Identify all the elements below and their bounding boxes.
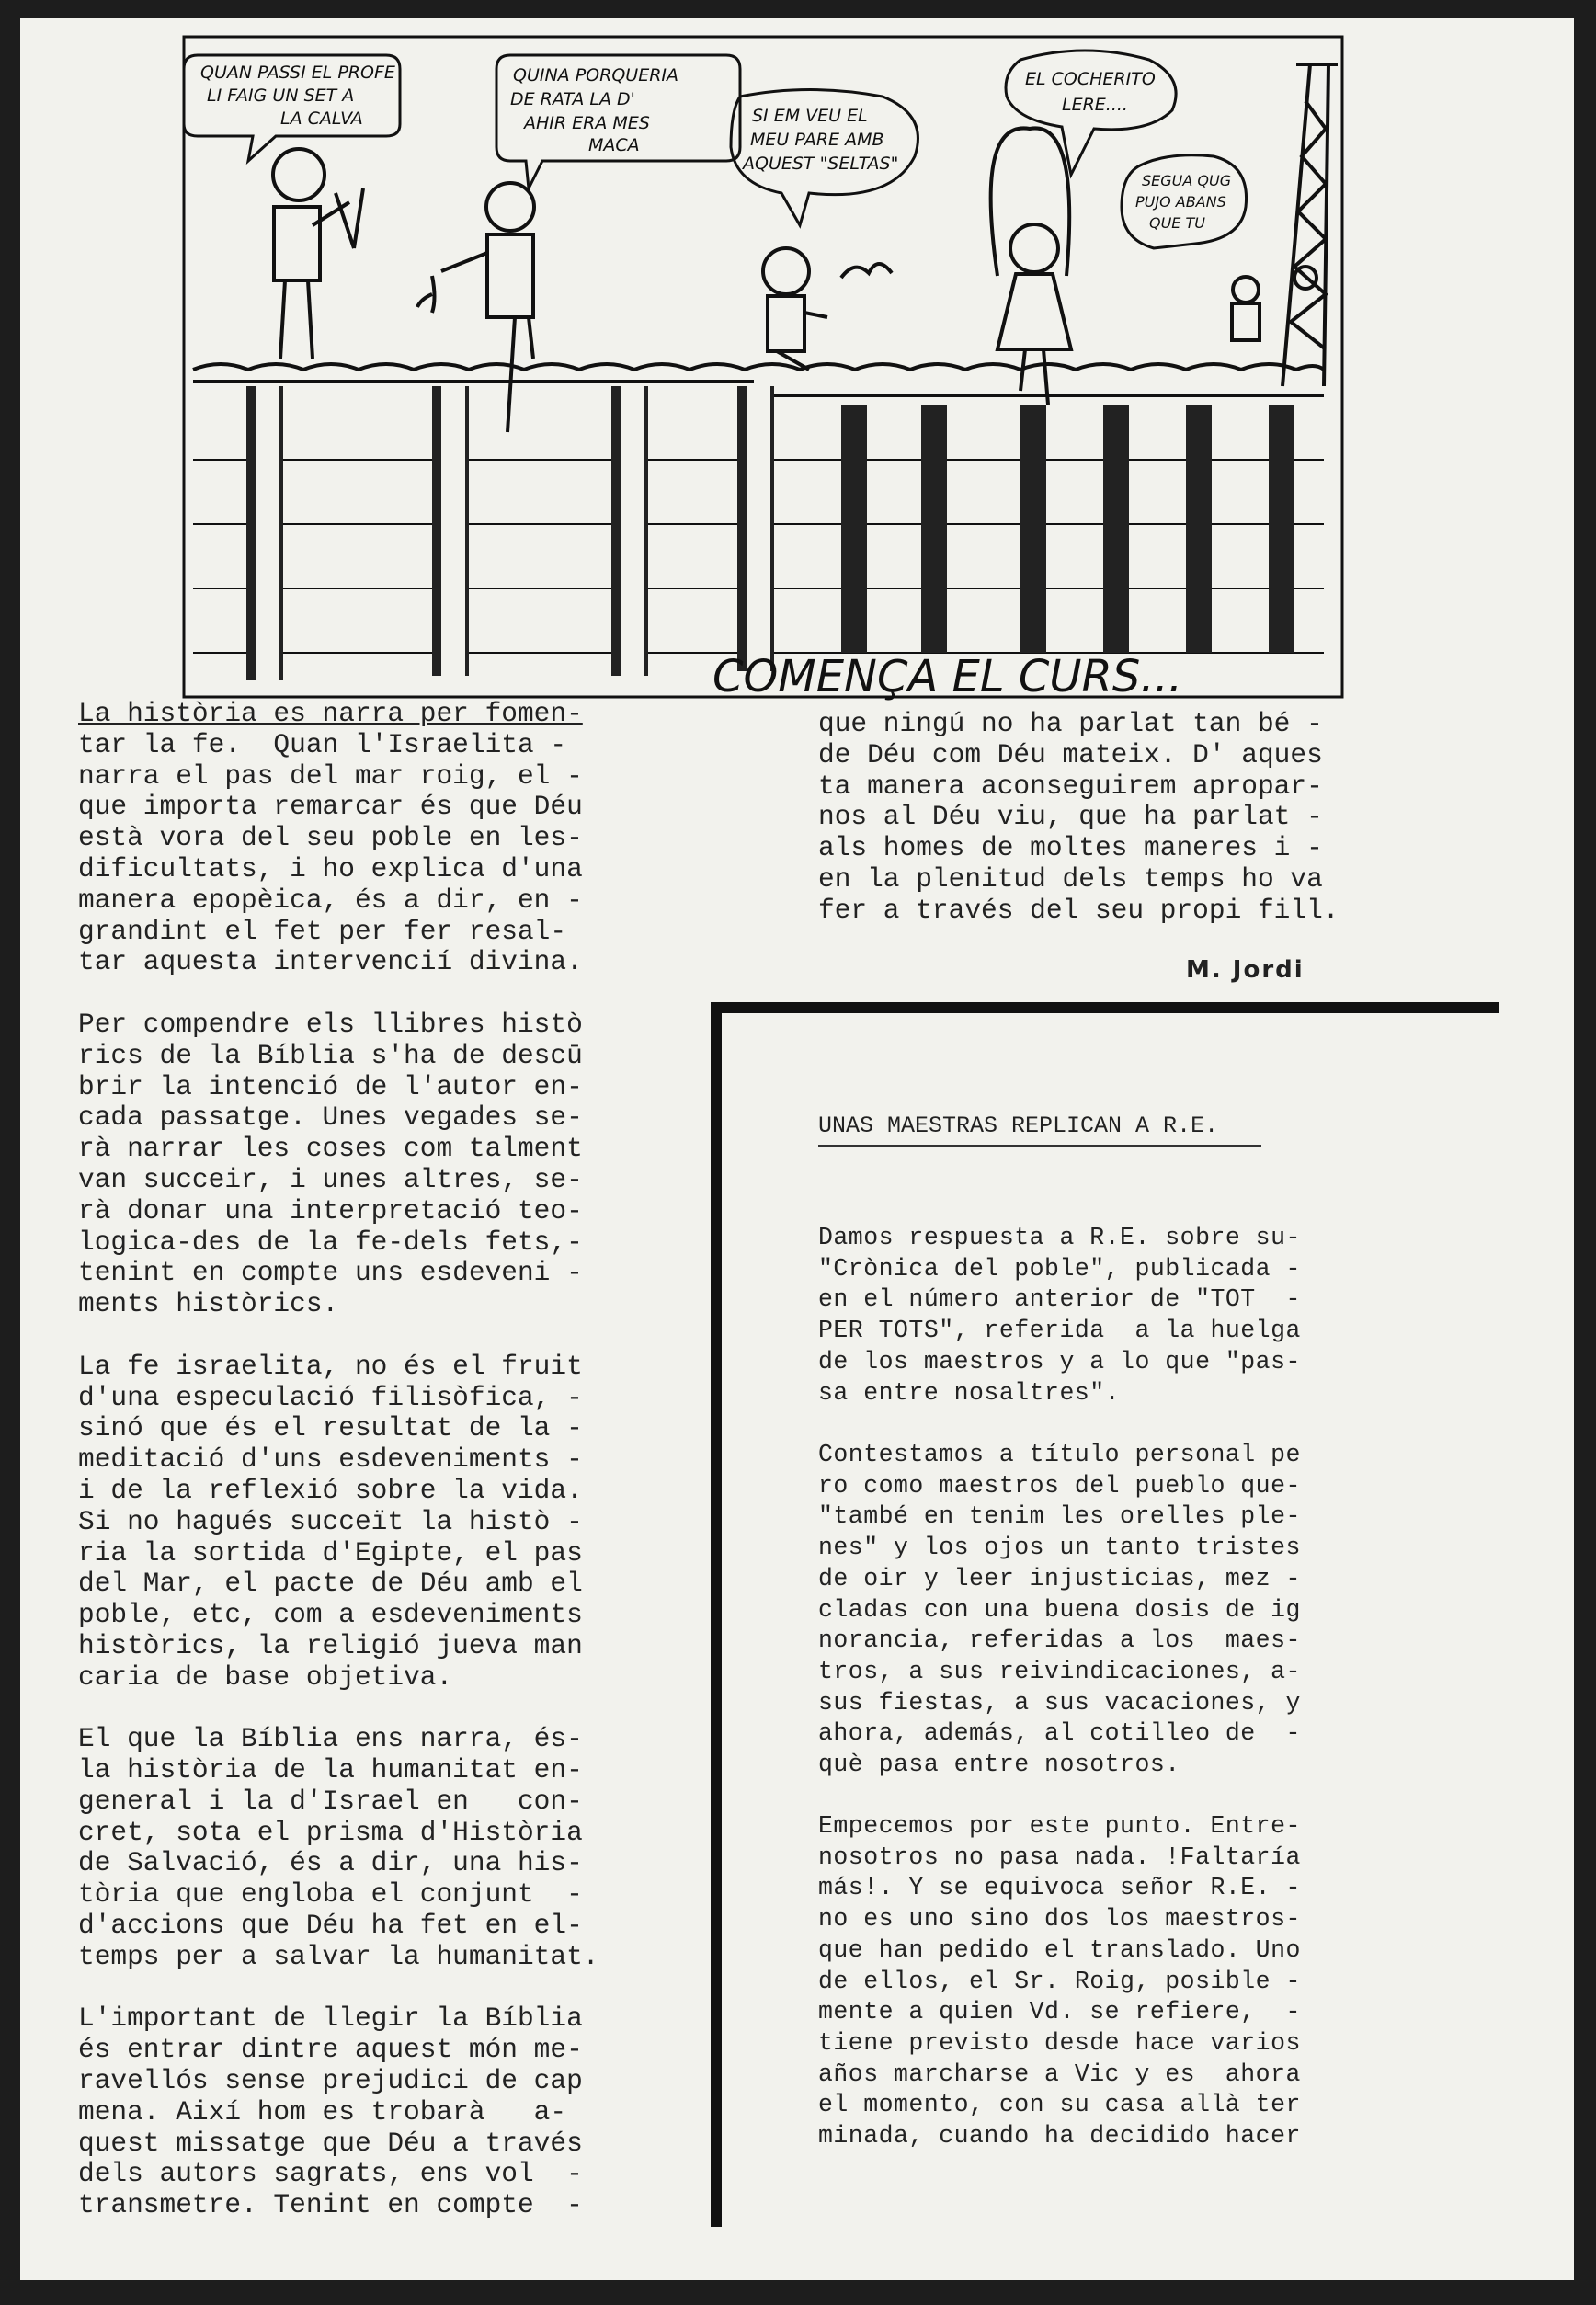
text-line: "també en tenim les orelles ple- (818, 1502, 1301, 1531)
text-line: más!. Y se equivoca señor R.E. - (818, 1874, 1301, 1902)
author-signature: M. Jordi (1186, 956, 1305, 984)
bubble-5-line-2: PUJO ABANS (1135, 193, 1226, 211)
text-line: Per compendre els llibres histò (78, 1008, 583, 1040)
text-line: general i la d'Israel en con- (78, 1785, 583, 1817)
text-line: històrics, la religió jueva man (78, 1629, 583, 1661)
article-box-top-border (711, 1002, 1499, 1013)
article-heading-underline (818, 1145, 1261, 1147)
text-line: en la plenitud dels temps ho va (818, 862, 1323, 895)
cartoon-illustration (165, 28, 1361, 726)
text-line: d'accions que Déu ha fet en el- (78, 1910, 583, 1942)
text-line: en el número anterior de "TOT - (818, 1285, 1301, 1314)
text-line: logica-des de la fe-dels fets,- (78, 1226, 583, 1258)
text-line: brir la intenció de l'autor en- (78, 1070, 583, 1102)
text-line: rà donar una interpretació teo- (78, 1194, 583, 1227)
text-line: nosotros no pasa nada. !Faltaría (818, 1843, 1301, 1871)
bubble-3-line-3: AQUEST "SELTAS" (743, 154, 899, 174)
bubble-4-line-1: EL COCHERITO (1025, 69, 1156, 89)
text-line: años marcharse a Vic y es ahora (818, 2060, 1301, 2088)
text-line: tar aquesta intervencií divina. (78, 946, 583, 978)
left-paragraph-1 (78, 699, 599, 978)
text-line: fer a través del seu propi fill. (818, 894, 1340, 926)
text-line: ravellós sense prejudici de cap (78, 2065, 583, 2097)
text-line: narra el pas del mar roig, el - (78, 759, 583, 792)
text-line: Damos respuesta a R.E. sobre su- (818, 1224, 1301, 1251)
text-line: tenint en compte uns esdeveni - (78, 1257, 583, 1289)
bubble-4-line-2: LERE.... (1062, 95, 1128, 115)
bubble-2-line-1: QUINA PORQUERIA (513, 65, 678, 86)
text-line: de los maestros y a lo que "pas- (818, 1347, 1301, 1375)
article-paragraph-3 (818, 1811, 1301, 2152)
text-line: que han pedido el translado. Uno (818, 1935, 1301, 1964)
left-paragraph-3 (78, 1352, 599, 1694)
article-heading: UNAS MAESTRAS REPLICAN A R.E. (818, 1113, 1219, 1139)
text-line: tros, a sus reivindicaciones, a- (818, 1657, 1301, 1685)
text-line: als homes de moltes maneres i - (818, 832, 1323, 864)
bubble-5-line-3: QUE TU (1149, 214, 1205, 232)
bubble-1-line-3: LA CALVA (280, 108, 363, 129)
left-paragraph-2 (78, 1010, 599, 1320)
article-paragraph-2 (818, 1440, 1301, 1781)
text-line: d'una especulació filisòfica, - (78, 1381, 583, 1413)
text-line: sus fiestas, a sus vacaciones, y (818, 1688, 1301, 1717)
text-line: PER TOTS", referida a la huelga (818, 1317, 1301, 1345)
text-line: La fe israelita, no és el fruit (78, 1350, 583, 1382)
bubble-2-line-4: MACA (588, 135, 640, 155)
text-line: El que la Bíblia ens narra, és- (78, 1723, 583, 1755)
text-line: no es uno sino dos los maestros- (818, 1905, 1301, 1934)
text-line: ta manera aconseguirem apropar- (818, 770, 1323, 802)
text-line: quest missatge que Déu a través (78, 2127, 583, 2159)
left-paragraph-5 (78, 2003, 599, 2221)
text-line: Si no hagués succeït la histò - (78, 1505, 583, 1537)
text-line: "Crònica del poble", publicada - (818, 1254, 1301, 1283)
text-line: sinó que és el resultat de la - (78, 1412, 583, 1444)
text-line: poble, etc, com a esdeveniments (78, 1599, 583, 1631)
text-line: Contestamos a título personal pe (818, 1441, 1301, 1468)
text-line: ahora, además, al cotilleo de - (818, 1719, 1301, 1748)
bubble-1-line-2: LI FAIG UN SET A (207, 86, 355, 106)
text-line: la història de la humanitat en- (78, 1754, 583, 1786)
text-line: mente a quien Vd. se refiere, - (818, 1998, 1301, 2026)
text-line: van succeir, i unes altres, se- (78, 1163, 583, 1195)
text-line: mena. Així hom es trobarà a- (78, 2095, 567, 2128)
text-line: i de la reflexió sobre la vida. (78, 1474, 583, 1506)
text-line: manera epopèica, és a dir, en - (78, 884, 583, 916)
text-line: de oir y leer injusticias, mez - (818, 1564, 1301, 1592)
text-line: dificultats, i ho explica d'una (78, 852, 583, 884)
bubble-5-line-1: SEGUA QUG (1142, 172, 1232, 189)
bubble-3-line-1: SI EM VEU EL (752, 106, 868, 126)
text-line: ro como maestros del pueblo que- (818, 1471, 1301, 1500)
text-line: Empecemos por este punto. Entre- (818, 1812, 1301, 1840)
text-line: rà narrar les coses com talment (78, 1133, 583, 1165)
text-line: està vora del seu poble en les- (78, 822, 583, 854)
bubble-2-line-3: AHIR ERA MES (524, 113, 650, 133)
text-line: norancia, referidas a los maes- (818, 1626, 1301, 1655)
text-line: meditació d'uns esdeveniments - (78, 1443, 583, 1476)
text-line: què pasa entre nosotros. (818, 1751, 1180, 1779)
text-line: és entrar dintre aquest món me- (78, 2034, 583, 2066)
text-line: tar la fe. Quan l'Israelita - (78, 728, 567, 760)
bubble-3-line-2: MEU PARE AMB (750, 130, 884, 150)
text-line: rics de la Bíblia s'ha de descū (78, 1039, 583, 1071)
text-line: de Déu com Déu mateix. D' aques (818, 738, 1323, 770)
text-line: ria la sortida d'Egipte, el pas (78, 1536, 583, 1569)
article-paragraph-1 (818, 1223, 1301, 1409)
text-line: que importa remarcar és que Déu (78, 791, 583, 823)
bubble-2-line-2: DE RATA LA D' (510, 89, 635, 109)
left-column-article (78, 699, 599, 2253)
text-line: L'important de llegir la Bíblia (78, 2003, 583, 2035)
text-line: de Salvació, és a dir, una his- (78, 1847, 583, 1879)
text-line: grandint el fet per fer resal- (78, 915, 567, 947)
text-line: cada passatge. Unes vegades se- (78, 1101, 583, 1134)
text-line: cladas con una buena dosis de ig (818, 1595, 1301, 1624)
text-line: de ellos, el Sr. Roig, posible - (818, 1967, 1301, 1995)
bubble-1-line-1: QUAN PASSI EL PROFE (200, 63, 395, 83)
text-line: minada, cuando ha decidido hacer (818, 2122, 1301, 2151)
text-line: La història es narra per fomen- (78, 698, 583, 729)
text-line: nes" y los ojos un tanto tristes (818, 1534, 1301, 1562)
text-line: del Mar, el pacte de Déu amb el (78, 1568, 583, 1600)
right-column-continuation (818, 709, 1340, 927)
text-line: nos al Déu viu, que ha parlat - (818, 801, 1323, 833)
article-box-left-border (711, 1002, 722, 2227)
text-line: sa entre nosaltres". (818, 1378, 1121, 1407)
text-line: ments històrics. (78, 1288, 339, 1320)
text-line: tòria que engloba el conjunt - (78, 1878, 583, 1911)
text-line: tiene previsto desde hace varios (818, 2028, 1301, 2057)
cartoon-caption: COMENÇA EL CURS... (712, 651, 1183, 702)
text-line: dels autors sagrats, ens vol - (78, 2158, 583, 2190)
text-line: transmetre. Tenint en compte - (78, 2189, 583, 2221)
text-line: cret, sota el prisma d'Història (78, 1816, 583, 1848)
text-line: caria de base objetiva. (78, 1660, 453, 1693)
text-line: temps per a salvar la humanitat. (78, 1940, 599, 1972)
text-line: el momento, con su casa allà ter (818, 2091, 1301, 2119)
left-paragraph-4 (78, 1724, 599, 1972)
text-line: que ningú no ha parlat tan bé - (818, 708, 1323, 739)
